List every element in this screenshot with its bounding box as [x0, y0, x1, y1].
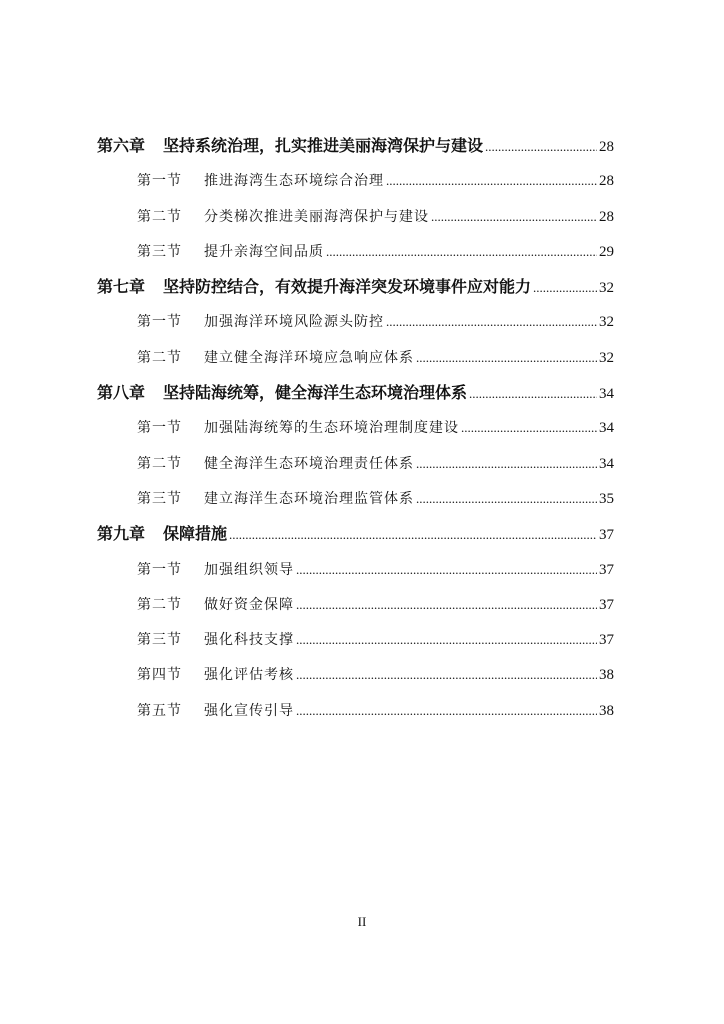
toc-entry-page: 32 — [599, 280, 614, 297]
toc-entry-label: 第八章 — [97, 383, 146, 403]
toc-entry-title: 加强海洋环境风险源头防控 — [204, 314, 384, 331]
toc-entry-title: 建立健全海洋环境应急响应体系 — [204, 349, 414, 366]
toc-entry-page: 34 — [599, 420, 614, 437]
toc-leader-dots — [296, 662, 597, 688]
toc-leader-dots — [431, 204, 597, 230]
toc-entry-label: 第一节 — [137, 561, 182, 578]
toc-entry-label: 第二节 — [137, 596, 182, 613]
toc-entry-page: 28 — [599, 208, 614, 225]
toc-entry-label: 第二节 — [137, 208, 182, 225]
toc-entry-label: 第一节 — [137, 173, 182, 190]
page-number: II — [357, 914, 367, 929]
toc-leader-dots — [296, 698, 597, 724]
toc-section-row[interactable] — [97, 204, 614, 239]
toc-entry-page: 38 — [599, 667, 614, 684]
toc-leader-dots — [461, 415, 597, 441]
toc-section-row[interactable] — [97, 415, 614, 450]
toc-section-row[interactable] — [97, 662, 614, 697]
toc-entry-page: 38 — [599, 702, 614, 719]
toc-entry-label: 第三节 — [137, 243, 182, 260]
toc-entry-label: 第五节 — [137, 702, 182, 719]
toc-chapter-row[interactable] — [97, 521, 614, 556]
toc-entry-title: 做好资金保障 — [204, 596, 294, 613]
toc-entry-label: 第三节 — [137, 490, 182, 507]
toc-entry-title: 强化宣传引导 — [204, 702, 294, 719]
page-footer — [0, 914, 724, 930]
toc-chapter-row[interactable] — [97, 380, 614, 415]
toc-section-row[interactable] — [97, 168, 614, 203]
toc-entry-title: 坚持陆海统筹，健全海洋生态环境治理体系 — [163, 383, 468, 403]
toc-section-row[interactable] — [97, 627, 614, 662]
toc-entry-page: 29 — [599, 243, 614, 260]
toc-chapter-row[interactable] — [97, 133, 614, 168]
toc-entry-title: 提升亲海空间品质 — [204, 243, 324, 260]
toc-entry-page: 32 — [599, 314, 614, 331]
toc-section-row[interactable] — [97, 557, 614, 592]
toc-entry-title: 保障措施 — [163, 524, 228, 544]
toc-entry-page: 34 — [599, 386, 614, 403]
toc-leader-dots — [416, 486, 597, 512]
toc-leader-dots — [533, 275, 597, 301]
toc-section-row[interactable] — [97, 239, 614, 274]
toc-entry-page: 37 — [599, 527, 614, 544]
toc-entry-title: 建立海洋生态环境治理监管体系 — [204, 490, 414, 507]
toc-entry-label: 第三节 — [137, 632, 182, 649]
table-of-contents — [97, 133, 614, 733]
toc-entry-label: 第二节 — [137, 455, 182, 472]
toc-entry-title: 坚持系统治理，扎实推进美丽海湾保护与建设 — [163, 136, 484, 155]
toc-entry-title: 分类梯次推进美丽海湾保护与建设 — [204, 208, 429, 225]
toc-entry-page: 37 — [599, 596, 614, 613]
toc-entry-page: 37 — [599, 561, 614, 578]
toc-leader-dots — [326, 239, 597, 265]
toc-leader-dots — [296, 592, 597, 618]
toc-entry-label: 第七章 — [97, 277, 146, 297]
toc-leader-dots — [386, 168, 597, 194]
toc-leader-dots — [469, 381, 597, 407]
toc-entry-page: 37 — [599, 632, 614, 649]
toc-section-row[interactable] — [97, 345, 614, 380]
toc-entry-label: 第二节 — [137, 349, 182, 366]
toc-section-row[interactable] — [97, 592, 614, 627]
toc-entry-title: 强化科技支撑 — [204, 632, 294, 649]
toc-entry-title: 坚持防控结合，有效提升海洋突发环境事件应对能力 — [163, 277, 532, 297]
toc-entry-title: 健全海洋生态环境治理责任体系 — [204, 455, 414, 472]
toc-leader-dots — [416, 345, 597, 371]
toc-section-row[interactable] — [97, 698, 614, 733]
toc-entry-label: 第四节 — [137, 667, 182, 684]
toc-leader-dots — [416, 451, 597, 477]
toc-entry-page: 28 — [599, 173, 614, 190]
toc-chapter-row[interactable] — [97, 274, 614, 309]
toc-entry-label: 第一节 — [137, 314, 182, 331]
toc-leader-dots — [386, 309, 597, 335]
toc-entry-page: 28 — [599, 139, 614, 155]
toc-entry-page: 35 — [599, 490, 614, 507]
toc-entry-label: 第六章 — [97, 136, 146, 155]
toc-section-row[interactable] — [97, 309, 614, 344]
toc-entry-label: 第九章 — [97, 524, 146, 544]
toc-leader-dots — [485, 134, 597, 160]
toc-entry-title: 加强组织领导 — [204, 561, 294, 578]
toc-entry-title: 推进海湾生态环境综合治理 — [204, 173, 384, 190]
toc-entry-title: 强化评估考核 — [204, 667, 294, 684]
toc-leader-dots — [296, 557, 597, 583]
toc-section-row[interactable] — [97, 451, 614, 486]
toc-entry-page: 32 — [599, 349, 614, 366]
toc-section-row[interactable] — [97, 486, 614, 521]
toc-entry-label: 第一节 — [137, 420, 182, 437]
toc-entry-page: 34 — [599, 455, 614, 472]
toc-entry-title: 加强陆海统筹的生态环境治理制度建设 — [204, 420, 459, 437]
toc-leader-dots — [296, 627, 597, 653]
toc-leader-dots — [229, 522, 597, 548]
